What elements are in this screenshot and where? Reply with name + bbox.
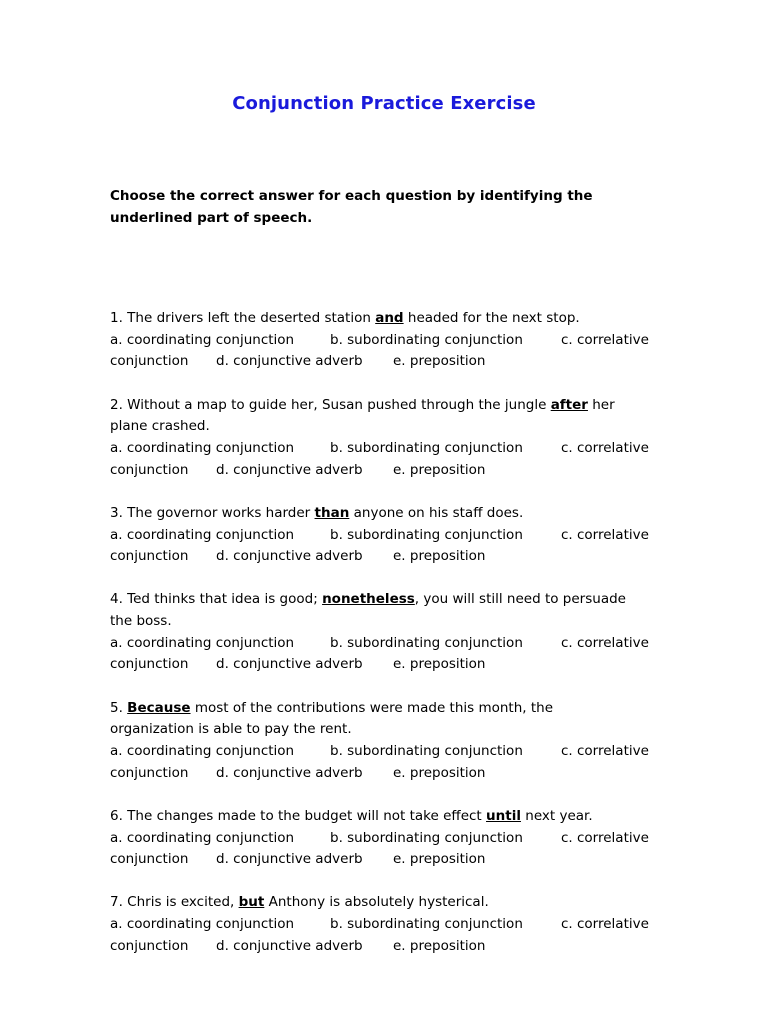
question-stem: 5. Because most of the contributions were made this month, the [110,699,554,716]
underlined-word: than [314,504,350,521]
option-a: a. coordinating conjunction [110,634,295,651]
options-row-1 [110,438,670,460]
option-d: d. conjunctive adverb [216,548,363,565]
question-stem: 2. Without a map to guide her, Susan pushed through the jungle after her [110,396,615,413]
underlined-word: Because [127,699,191,716]
options-row-1 [110,330,670,352]
option-a: a. coordinating conjunction [110,331,295,348]
option-b: b. subordinating conjunction [330,526,523,543]
question-3 [110,503,670,568]
option-c-continued: conjunction [110,851,189,868]
question-stem-continued: plane crashed. [110,418,210,435]
question-stem: 3. The governor works harder than anyone on his staff does. [110,504,524,521]
underlined-word: until [486,807,521,824]
option-c-continued: conjunction [110,937,189,954]
question-6 [110,806,670,871]
option-e: e. preposition [393,851,486,868]
option-c-continued: conjunction [110,656,189,673]
option-d: d. conjunctive adverb [216,937,363,954]
option-c: c. correlative [561,634,649,651]
option-d: d. conjunctive adverb [216,353,363,370]
option-d: d. conjunctive adverb [216,851,363,868]
option-c-continued: conjunction [110,461,189,478]
option-d: d. conjunctive adverb [216,764,363,781]
underlined-word: but [238,894,265,911]
option-c-continued: conjunction [110,764,189,781]
underlined-word: and [375,310,404,326]
instructions-line-2: underlined part of speech. [110,209,313,226]
option-b: b. subordinating conjunction [330,916,523,933]
question-stem: 6. The changes made to the budget will not take effect until next year. [110,807,593,824]
option-a: a. coordinating conjunction [110,916,295,933]
option-a: a. coordinating conjunction [110,526,295,543]
options-row-2 [110,351,670,373]
options-row-2 [110,849,670,871]
option-c-continued: conjunction [110,353,189,370]
question-2 [110,395,670,482]
options-row-1 [110,525,670,547]
options-row-2 [110,546,670,568]
option-e: e. preposition [393,353,486,370]
question-stem-continued: organization is able to pay the rent. [110,721,352,738]
option-a: a. coordinating conjunction [110,829,295,846]
options-row-2 [110,763,670,785]
question-stem: 1. The drivers left the deserted station and headed for the next stop. [110,310,580,326]
underlined-word: nonetheless [322,591,415,608]
option-d: d. conjunctive adverb [216,656,363,673]
option-b: b. subordinating conjunction [330,829,523,846]
option-d: d. conjunctive adverb [216,461,363,478]
option-b: b. subordinating conjunction [330,634,523,651]
option-e: e. preposition [393,461,486,478]
question-stem-continued: the boss. [110,613,172,630]
question-stem: 7. Chris is excited, but Anthony is absolutely hysterical. [110,894,489,911]
option-c: c. correlative [561,829,649,846]
option-b: b. subordinating conjunction [330,439,523,456]
page-title: Conjunction Practice Exercise [232,93,536,114]
underlined-word: after [550,396,588,413]
question-list [110,308,670,979]
question-stem: 4. Ted thinks that idea is good; nonetheless, you will still need to persuade [110,591,626,608]
question-4 [110,589,670,676]
option-a: a. coordinating conjunction [110,743,295,759]
question-1 [110,308,670,373]
options-row-2 [110,936,670,958]
option-e: e. preposition [393,937,486,954]
options-row-1 [110,633,670,655]
option-c: c. correlative [561,439,649,456]
question-5 [110,698,670,785]
option-c-continued: conjunction [110,548,189,565]
option-e: e. preposition [393,548,486,565]
options-row-1 [110,741,670,763]
option-e: e. preposition [393,764,486,781]
option-b: b. subordinating conjunction [330,743,523,759]
instructions [110,186,610,229]
option-c: c. correlative [561,916,649,933]
options-row-2 [110,460,670,482]
instructions-line-1: Choose the correct answer for each question by identifying the [110,188,593,204]
option-e: e. preposition [393,656,486,673]
options-row-1 [110,914,670,936]
options-row-2 [110,654,670,676]
option-a: a. coordinating conjunction [110,439,295,456]
question-7 [110,892,670,957]
option-b: b. subordinating conjunction [330,331,523,348]
option-c: c. correlative [561,526,649,543]
option-c: c. correlative [561,331,649,348]
options-row-1 [110,828,670,850]
option-c: c. correlative [561,743,649,759]
